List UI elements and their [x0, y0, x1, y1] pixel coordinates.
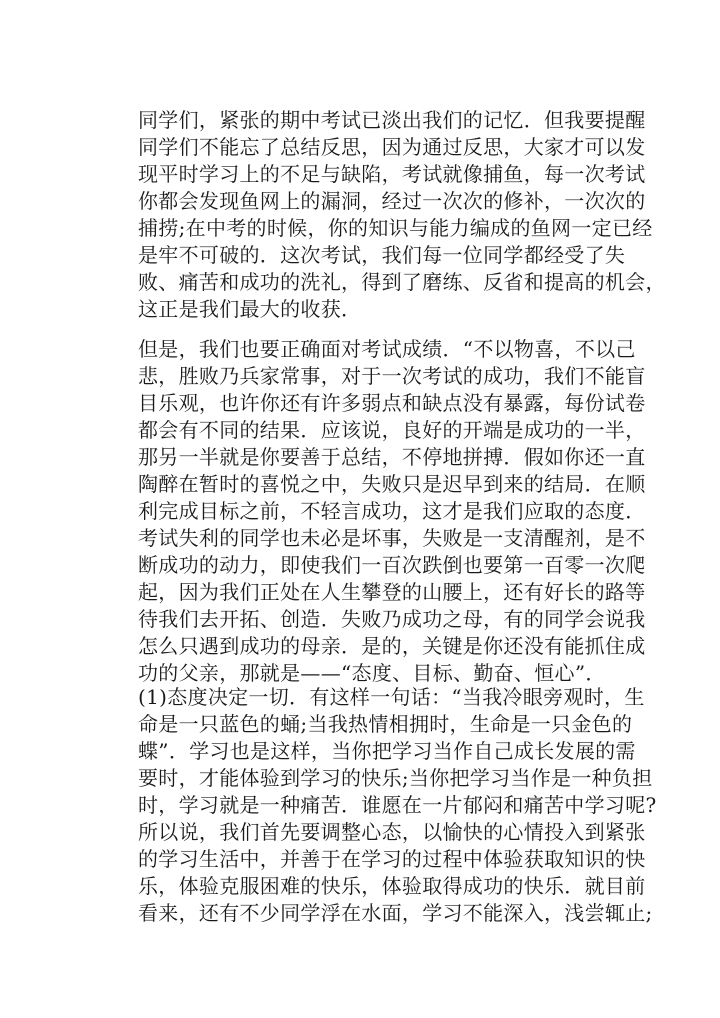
paragraph-line: 功的父亲，那就是——“态度、目标、勤奋、恒心”．: [138, 661, 606, 685]
paragraph-line: 败、痛苦和成功的洗礼，得到了磨练、反省和提高的机会，: [138, 270, 666, 294]
paragraph-line: 捕捞;在中考的时候，你的知识与能力编成的鱼网一定已经: [138, 216, 653, 240]
paragraph-line: 陶醉在暂时的喜悦之中，失败只是迟早到来的结局．在顺: [138, 472, 646, 496]
paragraph-line: 你都会发现鱼网上的漏洞，经过一次次的修补，一次次的: [138, 189, 646, 213]
paragraph-1: [138, 107, 666, 323]
paragraph-line: 是牢不可破的．这次考试，我们每一位同学都经受了失: [138, 243, 626, 267]
paragraph-line: 所以说，我们首先要调整心态，以愉快的心情投入到紧张: [138, 820, 646, 844]
paragraph-line: 看来，还有不少同学浮在水面，学习不能深入，浅尝辄止;: [138, 901, 653, 925]
paragraph-line: (1)态度决定一切．有这样一句话：“当我冷眼旁观时，生: [138, 685, 645, 709]
paragraph-line: 要时，才能体验到学习的快乐;当你把学习当作是一种负担: [138, 766, 653, 790]
paragraph-line: 但是，我们也要正确面对考试成绩．“不以物喜，不以己: [138, 337, 636, 361]
paragraph-line: 断成功的动力，即使我们一百次跌倒也要第一百零一次爬: [138, 553, 646, 577]
paragraph-line: 命是一只蓝色的蛹;当我热情相拥时，生命是一只金色的: [138, 712, 633, 736]
paragraph-line: 这正是我们最大的收获．: [138, 297, 362, 321]
paragraph-line: 现平时学习上的不足与缺陷，考试就像捕鱼，每一次考试: [138, 162, 646, 186]
paragraph-line: 都会有不同的结果．应该说，良好的开端是成功的一半，: [138, 418, 646, 442]
paragraph-line: 的学习生活中，并善于在学习的过程中体验获取知识的快: [138, 847, 646, 871]
paragraph-line: 蝶”．学习也是这样，当你把学习当作自己成长发展的需: [138, 739, 636, 763]
paragraph-line: 考试失利的同学也未必是坏事，失败是一支清醒剂，是不: [138, 526, 646, 550]
paragraph-line: 同学们，紧张的期中考试已淡出我们的记忆．但我要提醒: [138, 108, 646, 132]
paragraph-line: 怎么只遇到成功的母亲．是的，关键是你还没有能抓住成: [138, 634, 646, 658]
paragraph-line: 目乐观，也许你还有许多弱点和缺点没有暴露，每份试卷: [138, 391, 646, 415]
paragraph-line: 时，学习就是一种痛苦．谁愿在一片郁闷和痛苦中学习呢?: [138, 793, 657, 817]
paragraph-line: 乐，体验克服困难的快乐，体验取得成功的快乐．就目前: [138, 874, 646, 898]
paragraph-line: 待我们去开拓、创造．失败乃成功之母，有的同学会说我: [138, 607, 646, 631]
paragraph-3: [138, 684, 657, 927]
paragraph-line: 悲，胜败乃兵家常事，对于一次考试的成功，我们不能盲: [138, 364, 646, 388]
paragraph-line: 利完成目标之前，不轻言成功，这才是我们应取的态度．: [138, 499, 646, 523]
paragraph-line: 同学们不能忘了总结反思，因为通过反思，大家才可以发: [138, 135, 646, 159]
paragraph-2: [138, 336, 646, 687]
paragraph-line: 那另一半就是你要善于总结，不停地拼搏．假如你还一直: [138, 445, 646, 469]
paragraph-line: 起，因为我们正处在人生攀登的山腰上，还有好长的路等: [138, 580, 646, 604]
